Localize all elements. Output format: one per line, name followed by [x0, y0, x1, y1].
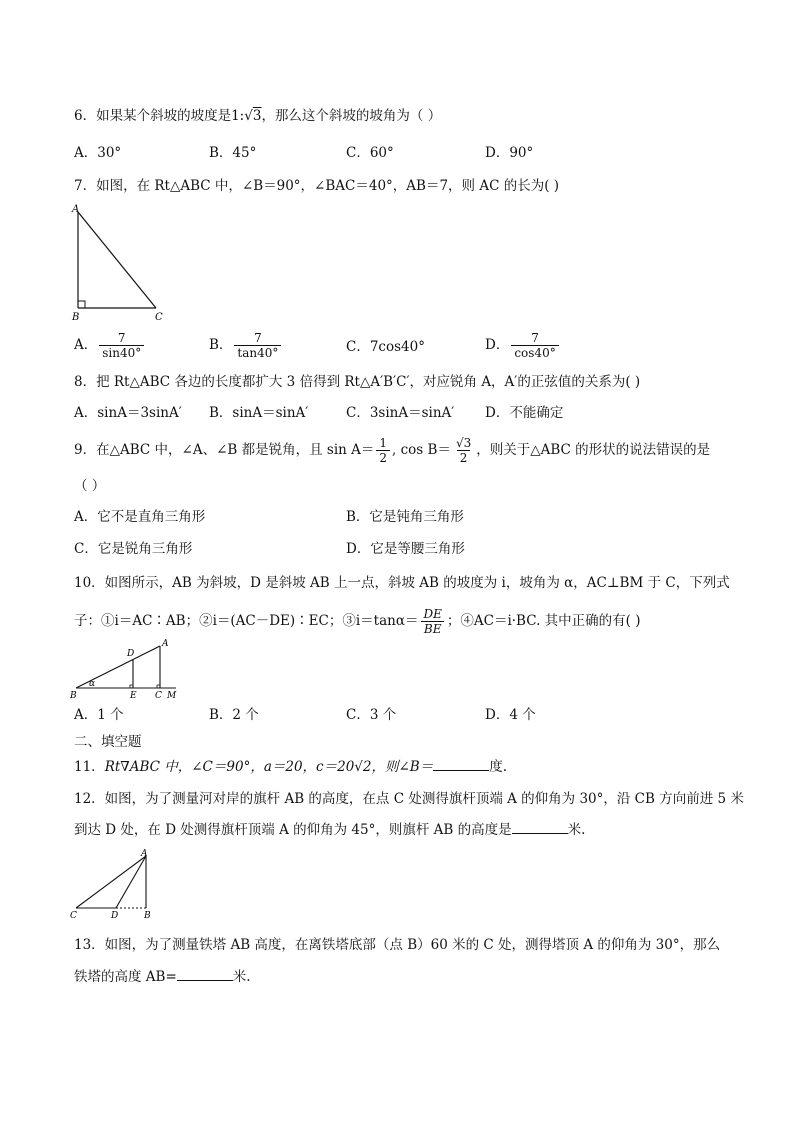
q10-stem-line1: 10．如图所示，AB 为斜坡，D 是斜坡 AB 上一点，斜坡 AB 的坡度为 i，坡角为 α，AC⊥BM 于 C，下列式: [74, 575, 730, 591]
q7-label-b: B: [72, 312, 80, 323]
q7-option-b: B． $\frac{7}{\tan 40^\circ}$: [209, 331, 283, 360]
q11-stem: 11．Rt∇ABC 中，∠C＝90°，a＝20，c＝20√2，则∠B＝ 度.: [74, 759, 507, 775]
q10-option-d: D．4 个: [485, 707, 536, 723]
q6-stem-tail: ，那么这个斜坡的坡角为（ ）: [261, 108, 442, 124]
q6-option-d: D．90°: [485, 145, 534, 161]
q7-triangle-figure: [68, 202, 178, 324]
q12-label-c: C: [70, 911, 77, 921]
q12-answer-blank: [512, 833, 568, 834]
q9-sin-fraction: $\frac{1}{2}$: [376, 436, 390, 465]
q7-label-c: C: [155, 312, 163, 323]
q8-option-b: B．sinA＝sinA′: [209, 405, 309, 421]
section-fill-in-title: 二、填空题: [74, 734, 142, 750]
q9-option-b: B．它是钝角三角形: [346, 509, 464, 525]
q13-answer-blank: [177, 980, 233, 981]
q8-option-d: D．不能确定: [485, 405, 564, 421]
q7-option-d: D． $\frac{7}{\cos 40^\circ}$: [485, 331, 561, 360]
q12-sightline-ca: [76, 856, 146, 908]
q7-label-a: A: [72, 204, 80, 215]
q6-stem: [74, 107, 441, 125]
q10-option-a: A．1 个: [74, 707, 124, 723]
q9-cos-fraction: $\frac{√3}{2}$: [455, 436, 472, 465]
q6-stem-text: 6．如果某个斜坡的坡度是: [74, 108, 232, 124]
q8-stem: 8．把 Rt△ABC 各边的长度都扩大 3 倍得到 Rt△A′B′C′，对应锐角 A，A′的正弦值的关系为( ): [74, 374, 641, 390]
q6-sqrt-radicand: 3: [252, 108, 262, 124]
q10-label-e: E: [130, 691, 137, 701]
q10-label-c: C: [155, 691, 162, 701]
q10-option-b: B．2 个: [209, 707, 259, 723]
q10-fraction: $\frac{DE}{BE}$: [420, 607, 444, 636]
q13-stem-line2: 铁塔的高度 AB= 米.: [74, 969, 251, 985]
q10-label-a: A: [162, 639, 169, 649]
q11-condition: Rt∇ABC 中，∠C＝90°，a＝20，c＝20√2，则∠B＝: [104, 759, 434, 775]
q12-label-b: B: [144, 911, 151, 921]
q12-flagpole-figure: [66, 848, 160, 922]
q9-stem: 9．在△ABC 中，∠A、∠B 都是锐角，且 sin A＝ $\frac{1}{2}$ , cos B＝ $\frac{√3}{2}$ ，则关于△ABC 的形状的说法错误的是: [74, 436, 711, 465]
q9-option-c: C．它是锐角三角形: [74, 541, 193, 557]
q12-stem-line1: 12．如图，为了测量河对岸的旗杆 AB 的高度，在点 C 处测得旗杆顶端 A 的仰角为 30°，沿 CB 方向前进 5 米: [74, 791, 744, 807]
q6-option-c: C．60°: [346, 145, 394, 161]
q9-answer-paren: （ ）: [74, 478, 106, 494]
q7-option-a-fraction: $\frac{7}{\sin 40^\circ}$: [99, 331, 144, 360]
q8-option-c: C．3sinA＝sinA′: [346, 405, 455, 421]
q12-label-a: A: [141, 849, 148, 859]
q12-stem-line2: 到达 D 处，在 D 处测得旗杆顶端 A 的仰角为 45°，则旗杆 AB 的高度是 米.: [74, 822, 586, 838]
q9-option-a: A．它不是直角三角形: [74, 509, 206, 525]
q10-stem-line2: 子：①i＝AC∶AB；②i＝(AC－DE)∶EC；③i＝tanα＝ $\frac{DE}{BE}$ ；④AC＝i·BC. 其中正确的有( ): [74, 607, 641, 636]
q10-label-alpha: α: [89, 679, 96, 689]
q9-option-d: D．它是等腰三角形: [346, 541, 465, 557]
q6-option-a: A．30°: [74, 145, 122, 161]
q6-sqrt: √3: [244, 108, 262, 124]
q7-option-b-fraction: $\frac{7}{\tan 40^\circ}$: [234, 331, 281, 360]
q12-sightline-da: [116, 856, 146, 908]
q7-option-a: A． $\frac{7}{\sin 40^\circ}$: [74, 331, 146, 360]
q6-ratio: 1:: [231, 108, 245, 124]
q10-option-c: C．3 个: [346, 707, 397, 723]
q6-option-b: B．45°: [209, 145, 257, 161]
q7-stem: 7．如图，在 Rt△ABC 中，∠B＝90°，∠BAC＝40°，AB＝7，则 AC 的长为( ): [74, 178, 560, 194]
q10-label-m: M: [167, 691, 177, 701]
q12-label-d: D: [111, 911, 119, 921]
q8-option-a: A．sinA＝3sinA′: [74, 405, 182, 421]
q10-slope-figure: [68, 636, 184, 702]
q7-right-angle-mark: [78, 301, 85, 308]
q10-label-b: B: [70, 691, 77, 701]
q11-answer-blank: [433, 770, 489, 771]
q7-option-d-fraction: $\frac{7}{\cos 40^\circ}$: [511, 331, 558, 360]
q7-option-c: C．7cos40°: [346, 339, 425, 355]
q7-side-ac: [78, 212, 156, 308]
q10-label-d: D: [127, 649, 135, 659]
q13-stem-line1: 13．如图，为了测量铁塔 AB 高度，在离铁塔底部（点 B）60 米的 C 处，测得塔顶 A 的仰角为 30°，那么: [74, 937, 721, 953]
